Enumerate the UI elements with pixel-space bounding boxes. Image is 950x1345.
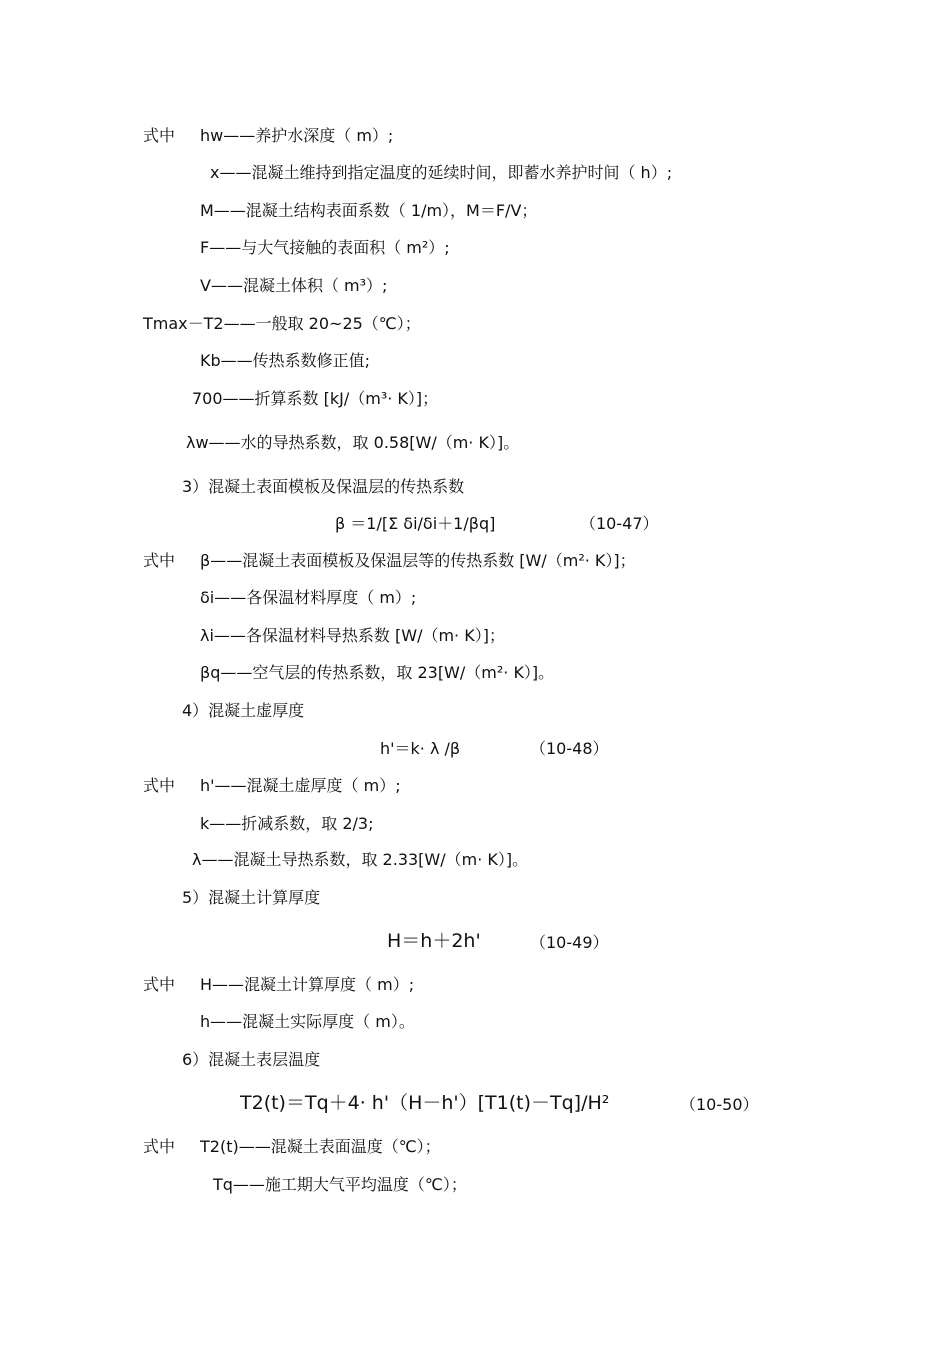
definition-t2t: T2(t)——混凝土表面温度（℃）； [200,1137,441,1156]
equation-number-10-47: （10-47） [580,514,659,533]
definition-700: 700——折算系数 [kJ/（m³· K）]； [192,389,439,408]
definition-beta: β——混凝土表面模板及保温层等的传热系数 [W/（m²· K）]； [200,551,636,570]
definition-lambda-i: λi——各保温材料导热系数 [W/（m· K）]； [200,626,505,645]
definition-hw: hw——养护水深度（ m）; [200,126,394,145]
definition-h-calc: H——混凝土计算厚度（ m）; [200,975,415,994]
formula-10-47: β ＝1/[Σ δi/δi＋1/βq] [335,514,496,533]
definition-h-actual: h——混凝土实际厚度（ m）。 [200,1012,415,1031]
section-heading-5: 5）混凝土计算厚度 [182,888,321,907]
definition-lambda: λ——混凝土导热系数，取 2.33[W/（m· K）]。 [192,850,529,869]
equation-number-10-48: （10-48） [530,739,609,758]
where-label: 式中 [143,975,176,994]
definition-f: F——与大气接触的表面积（ m²）; [200,238,450,257]
definition-m: M——混凝土结构表面系数（ 1/m），M＝F/V； [200,201,538,220]
section-heading-3: 3）混凝土表面模板及保温层的传热系数 [182,477,465,496]
definition-tmax: Tmax－T2——一般取 20~25（℃）； [143,314,421,333]
section-heading-6: 6）混凝土表层温度 [182,1050,321,1069]
where-label: 式中 [143,1137,176,1156]
definition-h-prime: h'——混凝土虚厚度（ m）; [200,776,401,795]
where-label: 式中 [143,551,176,570]
definition-k: k——折减系数，取 2/3; [200,814,374,833]
definition-delta-i: δi——各保温材料厚度（ m）; [200,588,417,607]
definition-tq: Tq——施工期大气平均温度（℃）； [213,1175,467,1194]
definition-v: V——混凝土体积（ m³）; [200,276,388,295]
definition-beta-q: βq——空气层的传热系数，取 23[W/（m²· K）]。 [200,663,555,682]
section-heading-4: 4）混凝土虚厚度 [182,701,305,720]
formula-10-50: T2(t)＝Tq＋4· h'（H－h'）[T1(t)－Tq]/H² [240,1092,610,1114]
equation-number-10-50: （10-50） [680,1095,759,1114]
definition-kb: Kb——传热系数修正值; [200,351,371,370]
definition-lambda-w: λw——水的导热系数，取 0.58[W/（m· K）]。 [186,433,520,452]
equation-number-10-49: （10-49） [530,933,609,952]
where-label: 式中 [143,126,176,145]
formula-10-49: H＝h＋2h' [387,930,481,952]
definition-x: x——混凝土维持到指定温度的延续时间，即蓄水养护时间（ h）; [210,163,673,182]
where-label: 式中 [143,776,176,795]
formula-10-48: h'＝k· λ /β [380,739,461,758]
